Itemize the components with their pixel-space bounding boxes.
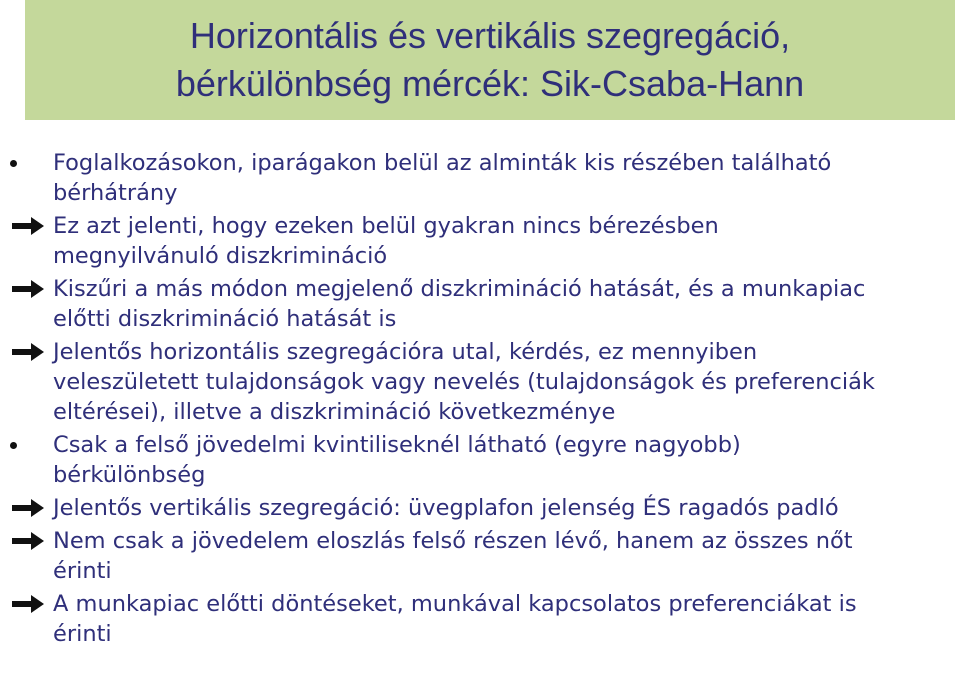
list-item xyxy=(0,589,960,649)
item-line: eltérései), illetve a diszkrimináció következménye xyxy=(53,399,616,425)
item-line: Jelentős vertikális szegregáció: üvegplafon jelenség ÉS ragadós padló xyxy=(53,495,839,521)
item-line: A munkapiac előtti döntéseket, munkával kapcsolatos preferenciákat is xyxy=(53,591,857,617)
item-line: Nem csak a jövedelem eloszlás felső részen lévő, hanem az összes nőt xyxy=(53,528,853,554)
slide-title-line-1: Horizontális és vertikális szegregáció, xyxy=(189,15,791,56)
item-line: Ez azt jelenti, hogy ezeken belül gyakran nincs bérezésben xyxy=(53,213,719,239)
list-item xyxy=(0,274,960,334)
item-line: érinti xyxy=(53,621,112,647)
item-line: bérkülönbség xyxy=(53,462,206,488)
arrow-marker xyxy=(0,526,52,556)
right-arrow-icon xyxy=(11,216,45,236)
item-line: bérhátrány xyxy=(53,180,178,206)
list-item xyxy=(0,430,960,490)
item-line: megnyilvánuló diszkrimináció xyxy=(53,243,388,269)
arrow-marker xyxy=(0,274,52,304)
list-item xyxy=(0,337,960,427)
item-line: veleszületett tulajdonságok vagy nevelés (tulajdonságok és preferenciák xyxy=(53,369,875,395)
item-line: Kiszűri a más módon megjelenő diszkrimináció hatását, és a munkapiac xyxy=(53,276,866,302)
bullet-marker xyxy=(0,430,52,460)
list-item xyxy=(0,526,960,586)
item-line: előtti diszkrimináció hatását is xyxy=(53,306,397,332)
list-item xyxy=(0,493,960,523)
arrow-marker xyxy=(0,211,52,241)
item-line: Csak a felső jövedelmi kvintiliseknél látható (egyre nagyobb) xyxy=(53,432,741,458)
bullet-dot-icon xyxy=(10,442,17,449)
list-item xyxy=(0,211,960,271)
item-line: érinti xyxy=(53,558,112,584)
bullet-dot-icon xyxy=(10,160,17,167)
bullet-list xyxy=(0,148,960,652)
list-item xyxy=(0,148,960,208)
item-line: Foglalkozásokon, iparágakon belül az alminták kis részében található xyxy=(53,150,832,176)
arrow-marker xyxy=(0,493,52,523)
right-arrow-icon xyxy=(11,498,45,518)
item-line: Jelentős horizontális szegregációra utal, kérdés, ez mennyiben xyxy=(53,339,758,365)
arrow-marker xyxy=(0,337,52,367)
right-arrow-icon xyxy=(11,342,45,362)
title-banner xyxy=(25,0,955,120)
bullet-marker xyxy=(0,148,52,178)
right-arrow-icon xyxy=(11,279,45,299)
right-arrow-icon xyxy=(11,531,45,551)
slide-title-line-2: bérkülönbség mércék: Sik-Csaba-Hann xyxy=(175,63,805,104)
right-arrow-icon xyxy=(11,594,45,614)
arrow-marker xyxy=(0,589,52,619)
